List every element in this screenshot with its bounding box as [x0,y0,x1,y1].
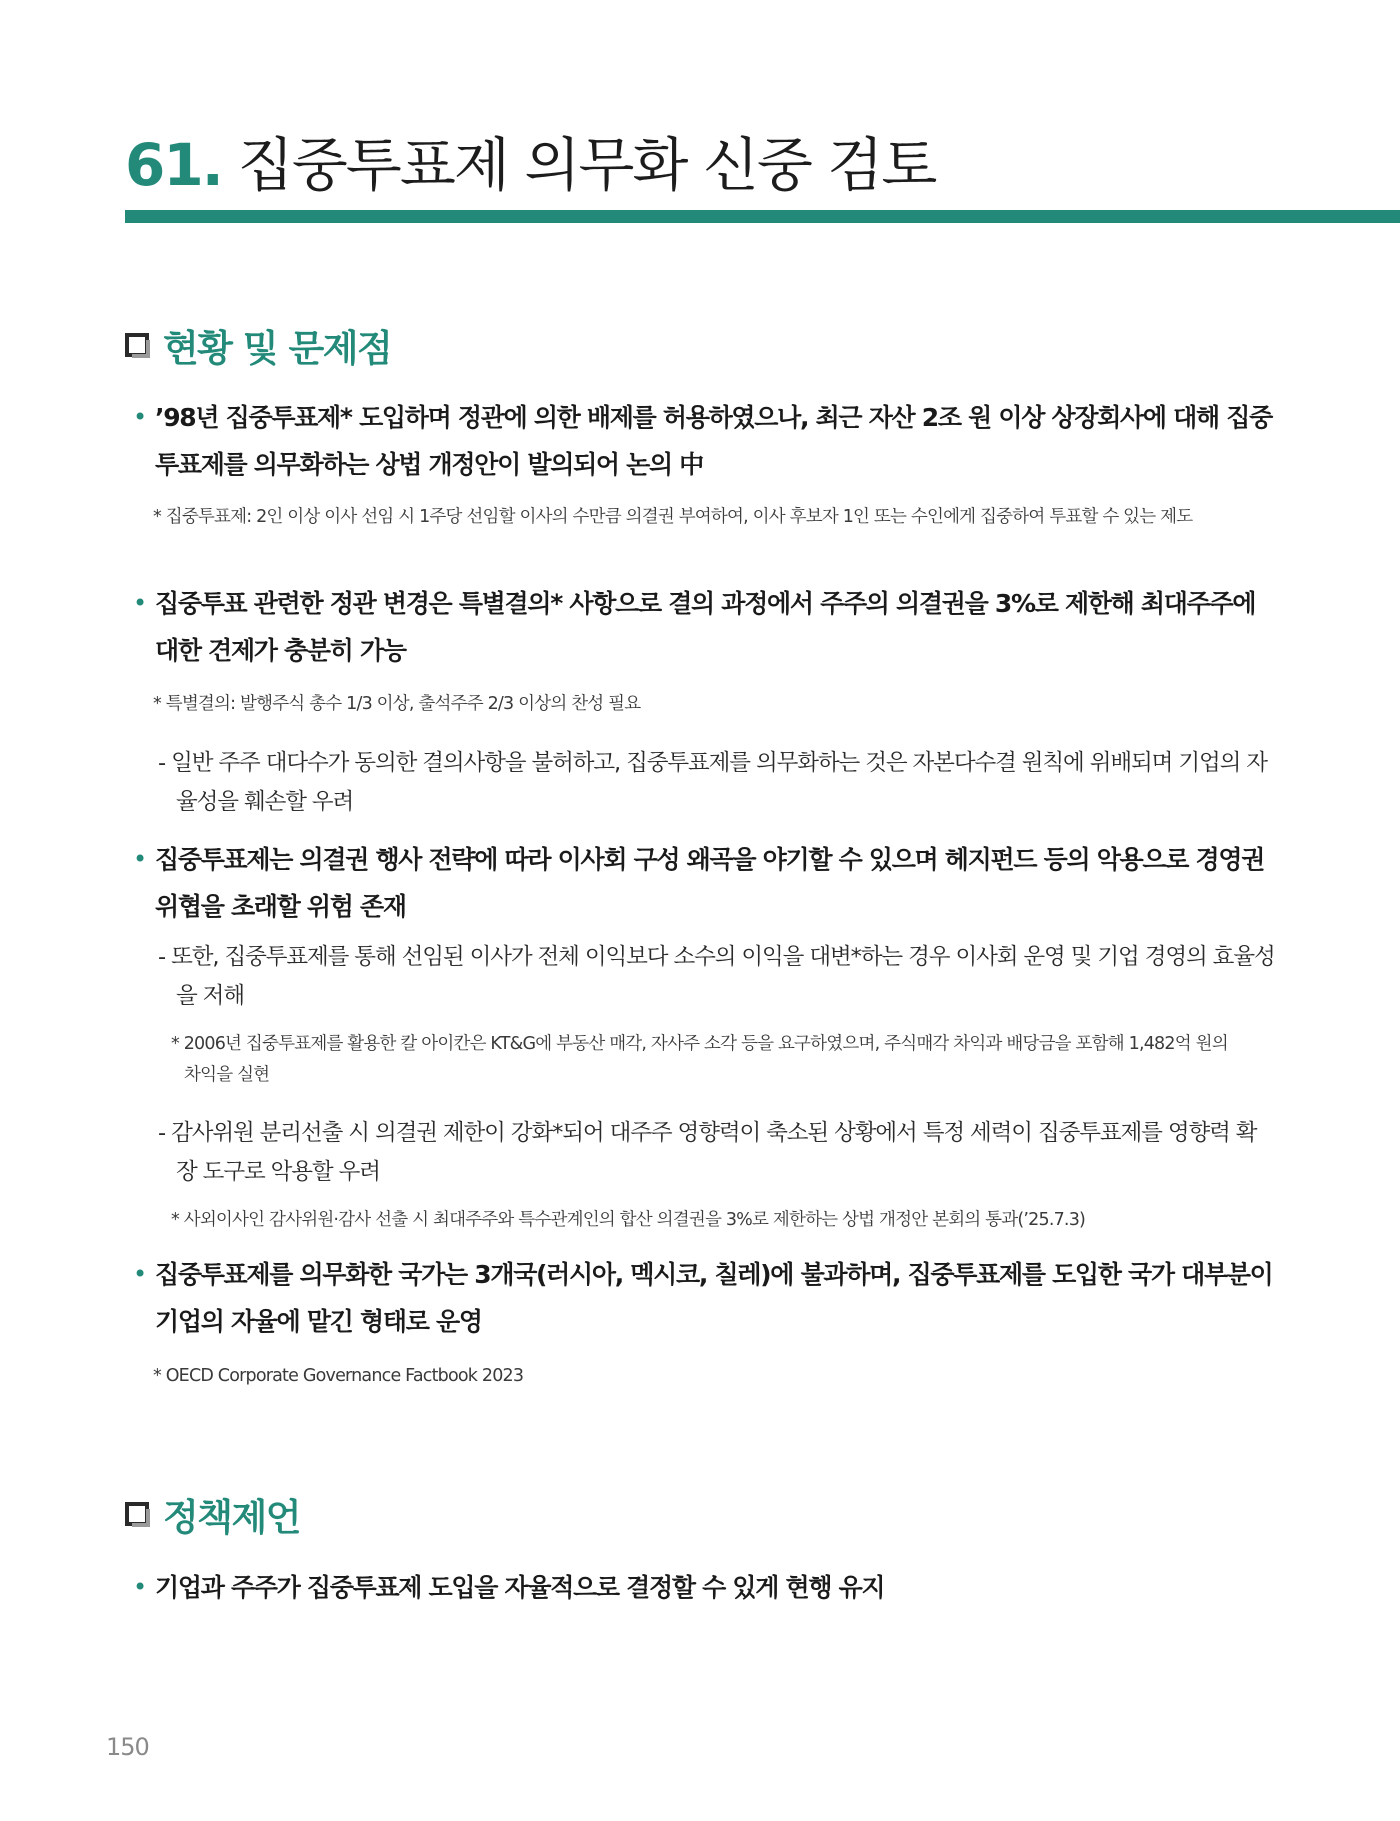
section-heading-policy [125,1487,300,1541]
hollow-square-icon [125,333,149,357]
hollow-square-icon [125,1502,149,1526]
section-heading-text: 정책제언 [163,1496,300,1539]
footnote: * 집중투표제: 2인 이상 이사 선임 시 1주당 선임할 이사의 수만큼 의결권 부여하여, 이사 후보자 1인 또는 수인에게 집중하여 투표할 수 있는 제도 [153,507,1193,527]
bullet-dot-icon: • [133,589,148,617]
sub-item: - 일반 주주 대다수가 동의한 결의사항을 불허하고, 집중투표제를 의무화하는 것은 자본다수결 원칙에 위배되며 기업의 자율성을 훼손할 우려 [158,750,1267,815]
bullet-text: 집중투표 관련한 정관 변경은 특별결의* 사항으로 결의 과정에서 주주의 의결권을 3%로 제한해 최대주주에 대한 견제가 충분히 가능 [155,589,1256,665]
list-item [133,580,1273,674]
list-item [133,1564,1273,1611]
title-divider [125,210,1400,223]
footnote: * 2006년 집중투표제를 활용한 칼 아이칸은 KT&G에 부동산 매각, 자사주 소각 등을 요구하였으며, 주식매각 차익과 배당금을 포함해 1,482억 원의 차익을 실현 [171,1034,1228,1085]
bullet-dot-icon: • [133,403,148,431]
list-item [133,836,1273,930]
title-number: 61. [125,131,222,199]
footnote: * 특별결의: 발행주식 총수 1/3 이상, 출석주주 2/3 이상의 찬성 필요 [153,694,641,714]
bullet-text: ’98년 집중투표제* 도입하며 정관에 의한 배제를 허용하였으나, 최근 자산 2조 원 이상 상장회사에 대해 집중투표제를 의무화하는 상법 개정안이 발의되어 논의 中 [155,403,1272,479]
bullet-dot-icon: • [133,845,148,873]
sub-item: - 감사위원 분리선출 시 의결권 제한이 강화*되어 대주주 영향력이 축소된 상황에서 특정 세력이 집중투표제를 영향력 확장 도구로 악용할 우려 [158,1120,1257,1185]
sub-item: - 또한, 집중투표제를 통해 선임된 이사가 전체 이익보다 소수의 이익을 대변*하는 경우 이사회 운영 및 기업 경영의 효율성을 저해 [158,944,1275,1009]
page-number: 150 [106,1733,149,1761]
bullet-text: 집중투표제는 의결권 행사 전략에 따라 이사회 구성 왜곡을 야기할 수 있으며 헤지펀드 등의 악용으로 경영권 위협을 초래할 위험 존재 [155,845,1265,921]
footnote: * 사외이사인 감사위원·감사 선출 시 최대주주와 특수관계인의 합산 의결권을 3%로 제한하는 상법 개정안 본회의 통과(’25.7.3) [171,1210,1086,1230]
bullet-text: 집중투표제를 의무화한 국가는 3개국(러시아, 멕시코, 칠레)에 불과하며, 집중투표제를 도입한 국가 대부분이 기업의 자율에 맡긴 형태로 운영 [155,1260,1273,1336]
bullet-dot-icon: • [133,1260,148,1288]
section-heading-issues [125,318,391,372]
bullet-dot-icon: • [133,1573,148,1601]
list-item [133,394,1273,488]
footnote: * OECD Corporate Governance Factbook 2023 [153,1366,524,1386]
list-item [133,1251,1273,1345]
page-title [125,118,935,202]
title-text: 집중투표제 의무화 신중 검토 [237,131,936,199]
bullet-text: 기업과 주주가 집중투표제 도입을 자율적으로 결정할 수 있게 현행 유지 [155,1573,885,1602]
section-heading-text: 현황 및 문제점 [163,327,392,370]
